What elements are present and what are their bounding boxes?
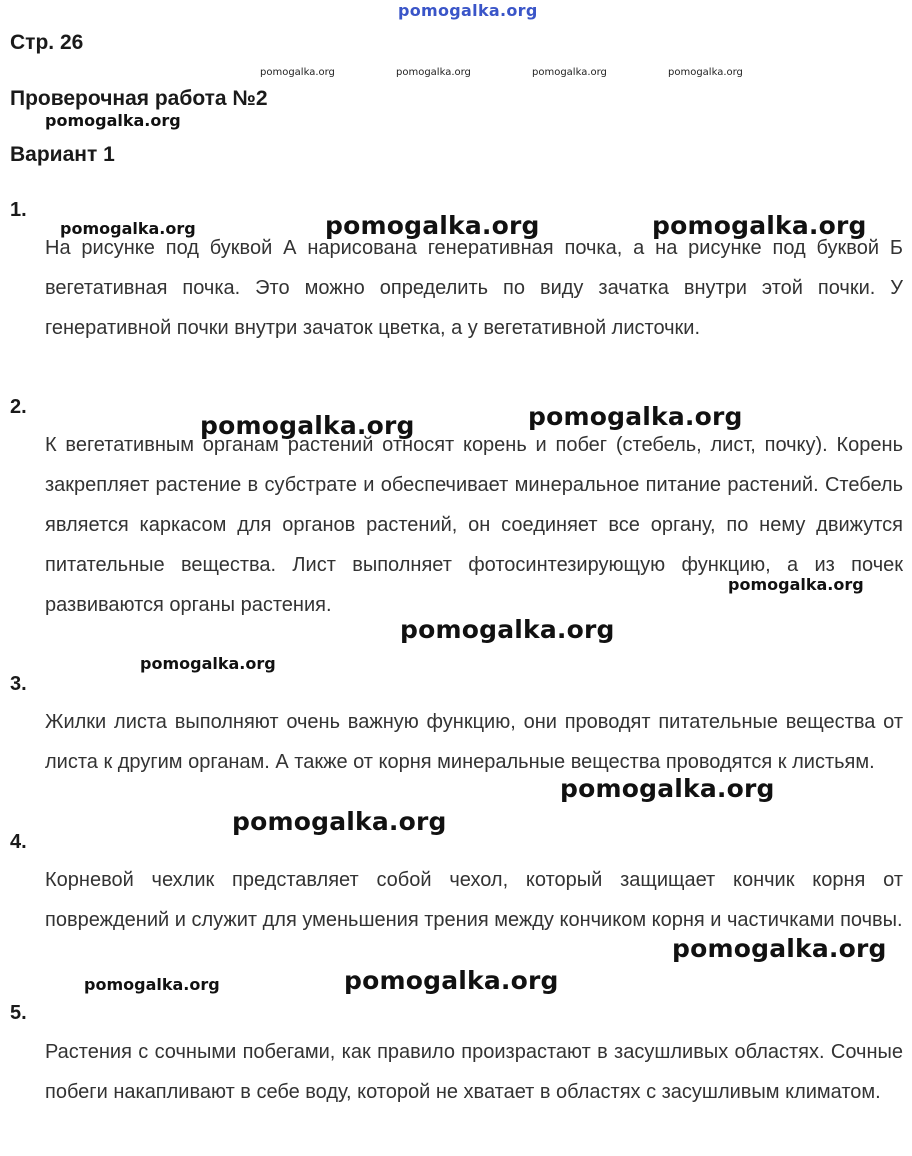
answer-text-1: На рисунке под буквой А нарисована генеративная почка, а на рисунке под буквой Б вегетативная почка. Это можно определить по виду зачатка внутри этой почки. У генеративной почки внутри зачаток цветка, а у вегетативной листочки.: [45, 237, 903, 339]
watermark-medium-3: pomogalka.org: [728, 575, 864, 594]
watermark-large-3: pomogalka.org: [200, 411, 415, 440]
question-number-4: 4.: [10, 831, 27, 853]
question-number-5: 5.: [10, 1002, 27, 1024]
watermark-top: pomogalka.org: [398, 1, 538, 20]
watermark-large-7: pomogalka.org: [232, 807, 447, 836]
answer-text-4: Корневой чехлик представляет собой чехол, который защищает кончик корня от повреждений и служит для уменьшения трения между кончиком корня и частичками почвы.: [45, 869, 903, 931]
watermark-medium-1: pomogalka.org: [45, 111, 181, 130]
watermark-large-1: pomogalka.org: [325, 211, 540, 240]
watermark-medium-4: pomogalka.org: [140, 654, 276, 673]
question-number-1: 1.: [10, 199, 27, 221]
work-title: Проверочная работа №2: [10, 87, 268, 110]
answer-text-5: Растения с сочными побегами, как правило произрастают в засушливых областях. Сочные побеги накапливают в себе воду, которой не хватает в областях с засушливым климатом.: [45, 1041, 903, 1103]
answer-text-3: Жилки листа выполняют очень важную функцию, они проводят питательные вещества от листа к другим органам. А также от корня минеральные вещества проводятся к листьям.: [45, 711, 903, 773]
watermark-large-5: pomogalka.org: [400, 615, 615, 644]
answer-text-2: К вегетативным органам растений относят корень и побег (стебель, лист, почку). Корень закрепляет растение в субстрате и обеспечивает минеральное питание растений. Стебель является каркасом для органов растений, он соединяет все органу, по нему движутся питательные вещества. Лист выполняет фотосинтезирующую функцию, а из почек развиваются органы растения.: [45, 434, 903, 616]
watermark-small-2: pomogalka.org: [396, 67, 471, 78]
page-number: Стр. 26: [10, 31, 84, 54]
variant-title: Вариант 1: [10, 143, 115, 166]
watermark-medium-2: pomogalka.org: [60, 219, 196, 238]
watermark-large-9: pomogalka.org: [344, 966, 559, 995]
watermark-large-4: pomogalka.org: [528, 402, 743, 431]
watermark-large-2: pomogalka.org: [652, 211, 867, 240]
watermark-large-6: pomogalka.org: [560, 774, 775, 803]
question-number-2: 2.: [10, 396, 27, 418]
watermark-small-3: pomogalka.org: [532, 67, 607, 78]
watermark-medium-5: pomogalka.org: [84, 975, 220, 994]
watermark-large-8: pomogalka.org: [672, 934, 887, 963]
watermark-small-1: pomogalka.org: [260, 67, 335, 78]
watermark-small-4: pomogalka.org: [668, 67, 743, 78]
question-number-3: 3.: [10, 673, 27, 695]
